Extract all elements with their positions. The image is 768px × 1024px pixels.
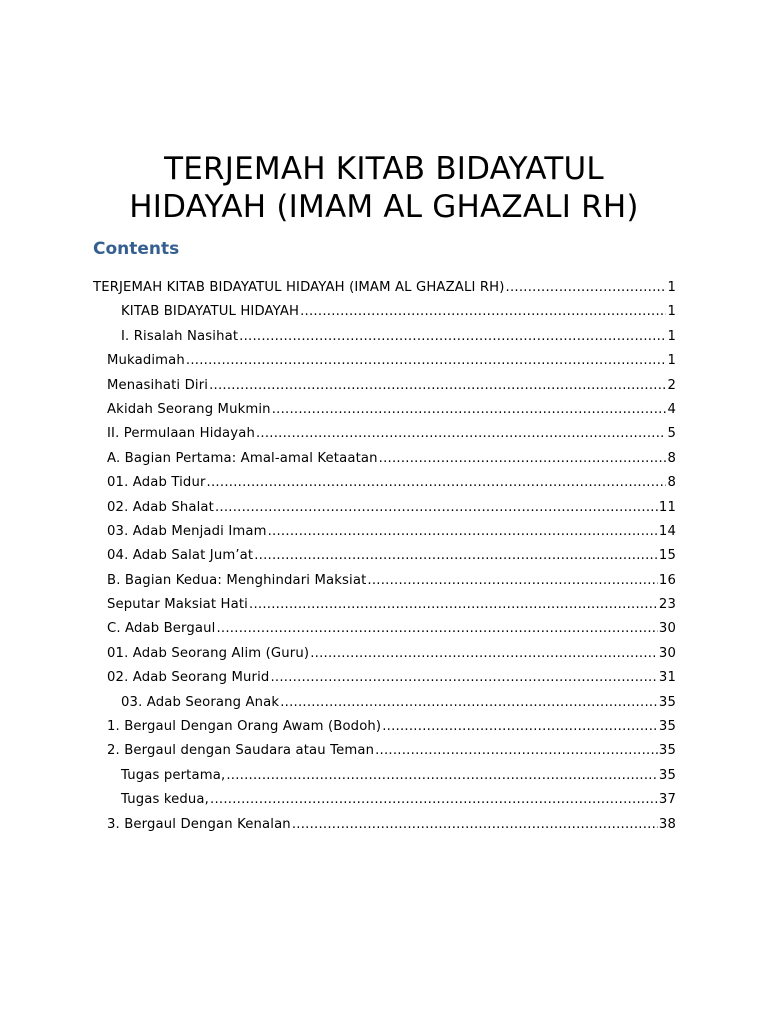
- toc-dot-leader: [207, 471, 667, 495]
- toc-dot-leader: [249, 593, 658, 617]
- toc-dot-leader: [292, 813, 658, 837]
- toc-dot-leader: [382, 715, 658, 739]
- toc-entry-page-number: 35: [658, 767, 676, 783]
- toc-entry[interactable]: [93, 300, 676, 324]
- toc-entry-title: Akidah Seorang Mukmin: [107, 401, 271, 417]
- toc-entry-title: Menasihati Diri: [107, 377, 209, 393]
- toc-dot-leader: [239, 325, 666, 349]
- toc-dot-leader: [216, 617, 657, 641]
- page-title-line-1: TERJEMAH KITAB BIDAYATUL: [164, 151, 604, 187]
- toc-entry-title: Tugas pertama,: [121, 767, 226, 783]
- toc-entry[interactable]: [93, 544, 676, 568]
- toc-entry-page-number: 15: [658, 548, 676, 564]
- toc-entry-page-number: 1: [667, 353, 676, 369]
- toc-entry[interactable]: [93, 666, 676, 690]
- toc-dot-leader: [506, 276, 667, 300]
- toc-entry[interactable]: [93, 398, 676, 422]
- toc-dot-leader: [270, 666, 657, 690]
- toc-entry-page-number: 8: [667, 450, 676, 466]
- toc-entry[interactable]: [93, 276, 676, 300]
- toc-dot-leader: [215, 496, 658, 520]
- table-of-contents: [93, 276, 676, 837]
- page-title: [60, 150, 708, 226]
- toc-dot-leader: [254, 544, 658, 568]
- toc-entry-page-number: 4: [667, 401, 676, 417]
- toc-entry-title: 3. Bergaul Dengan Kenalan: [107, 816, 291, 832]
- toc-dot-leader: [210, 788, 658, 812]
- toc-entry-title: 01. Adab Seorang Alim (Guru): [107, 645, 310, 661]
- toc-entry-title: C. Adab Bergaul: [107, 621, 216, 637]
- toc-entry[interactable]: [93, 496, 676, 520]
- toc-dot-leader: [310, 642, 658, 666]
- toc-dot-leader: [272, 398, 667, 422]
- toc-entry-title: 03. Adab Menjadi Imam: [107, 523, 267, 539]
- toc-entry-page-number: 16: [658, 572, 676, 588]
- toc-dot-leader: [367, 569, 658, 593]
- toc-entry-page-number: 1: [667, 328, 676, 344]
- toc-entry[interactable]: [93, 691, 676, 715]
- toc-dot-leader: [268, 520, 658, 544]
- contents-heading: Contents: [93, 239, 180, 259]
- toc-entry-page-number: 14: [658, 523, 676, 539]
- toc-dot-leader: [375, 739, 658, 763]
- toc-entry-title: Mukadimah: [107, 353, 185, 369]
- toc-entry-page-number: 2: [667, 377, 676, 393]
- toc-entry-page-number: 35: [658, 694, 676, 710]
- toc-entry-page-number: 30: [658, 645, 676, 661]
- toc-entry-page-number: 38: [658, 816, 676, 832]
- toc-entry-title: 02. Adab Shalat: [107, 499, 214, 515]
- toc-entry-page-number: 35: [658, 743, 676, 759]
- toc-entry[interactable]: [93, 325, 676, 349]
- toc-entry[interactable]: [93, 764, 676, 788]
- toc-entry[interactable]: [93, 617, 676, 641]
- toc-entry-title: B. Bagian Kedua: Menghindari Maksiat: [107, 572, 367, 588]
- toc-entry-title: KITAB BIDAYATUL HIDAYAH: [121, 304, 300, 320]
- toc-entry[interactable]: [93, 715, 676, 739]
- toc-entry[interactable]: [93, 593, 676, 617]
- toc-entry[interactable]: [93, 447, 676, 471]
- toc-dot-leader: [300, 300, 666, 324]
- toc-entry-page-number: 11: [658, 499, 676, 515]
- toc-entry[interactable]: [93, 642, 676, 666]
- toc-dot-leader: [280, 691, 658, 715]
- toc-entry-title: 1. Bergaul Dengan Orang Awam (Bodoh): [107, 719, 382, 735]
- toc-entry[interactable]: [93, 471, 676, 495]
- toc-entry-title: 2. Bergaul dengan Saudara atau Teman: [107, 743, 375, 759]
- toc-entry-title: Seputar Maksiat Hati: [107, 597, 248, 613]
- toc-entry-title: II. Permulaan Hidayah: [107, 426, 255, 442]
- toc-entry[interactable]: [93, 520, 676, 544]
- toc-entry-page-number: 1: [667, 304, 676, 320]
- toc-entry-title: 04. Adab Salat Jum’at: [107, 548, 254, 564]
- toc-entry[interactable]: [93, 422, 676, 446]
- toc-dot-leader: [186, 349, 667, 373]
- toc-entry-page-number: 30: [658, 621, 676, 637]
- page-title-line-2: HIDAYAH (IMAM AL GHAZALI RH): [129, 189, 639, 225]
- toc-entry-title: 03. Adab Seorang Anak: [121, 694, 280, 710]
- toc-entry[interactable]: [93, 374, 676, 398]
- toc-entry[interactable]: [93, 739, 676, 763]
- toc-entry-page-number: 5: [667, 426, 676, 442]
- toc-entry-page-number: 1: [667, 280, 676, 295]
- toc-entry-page-number: 23: [658, 597, 676, 613]
- toc-entry-title: TERJEMAH KITAB BIDAYATUL HIDAYAH (IMAM AL GHAZALI RH): [93, 280, 505, 295]
- toc-entry[interactable]: [93, 349, 676, 373]
- toc-entry-page-number: 35: [658, 719, 676, 735]
- toc-entry-title: 01. Adab Tidur: [107, 475, 206, 491]
- toc-entry-page-number: 8: [667, 475, 676, 491]
- toc-dot-leader: [379, 447, 667, 471]
- toc-dot-leader: [256, 422, 666, 446]
- toc-entry[interactable]: [93, 569, 676, 593]
- toc-dot-leader: [209, 374, 666, 398]
- toc-entry-title: I. Risalah Nasihat: [121, 328, 239, 344]
- toc-entry-page-number: 31: [658, 670, 676, 686]
- toc-entry-page-number: 37: [658, 792, 676, 808]
- toc-entry-title: Tugas kedua,: [121, 792, 210, 808]
- toc-entry-title: 02. Adab Seorang Murid: [107, 670, 270, 686]
- toc-dot-leader: [226, 764, 658, 788]
- toc-entry[interactable]: [93, 813, 676, 837]
- toc-entry-title: A. Bagian Pertama: Amal-amal Ketaatan: [107, 450, 378, 466]
- toc-entry[interactable]: [93, 788, 676, 812]
